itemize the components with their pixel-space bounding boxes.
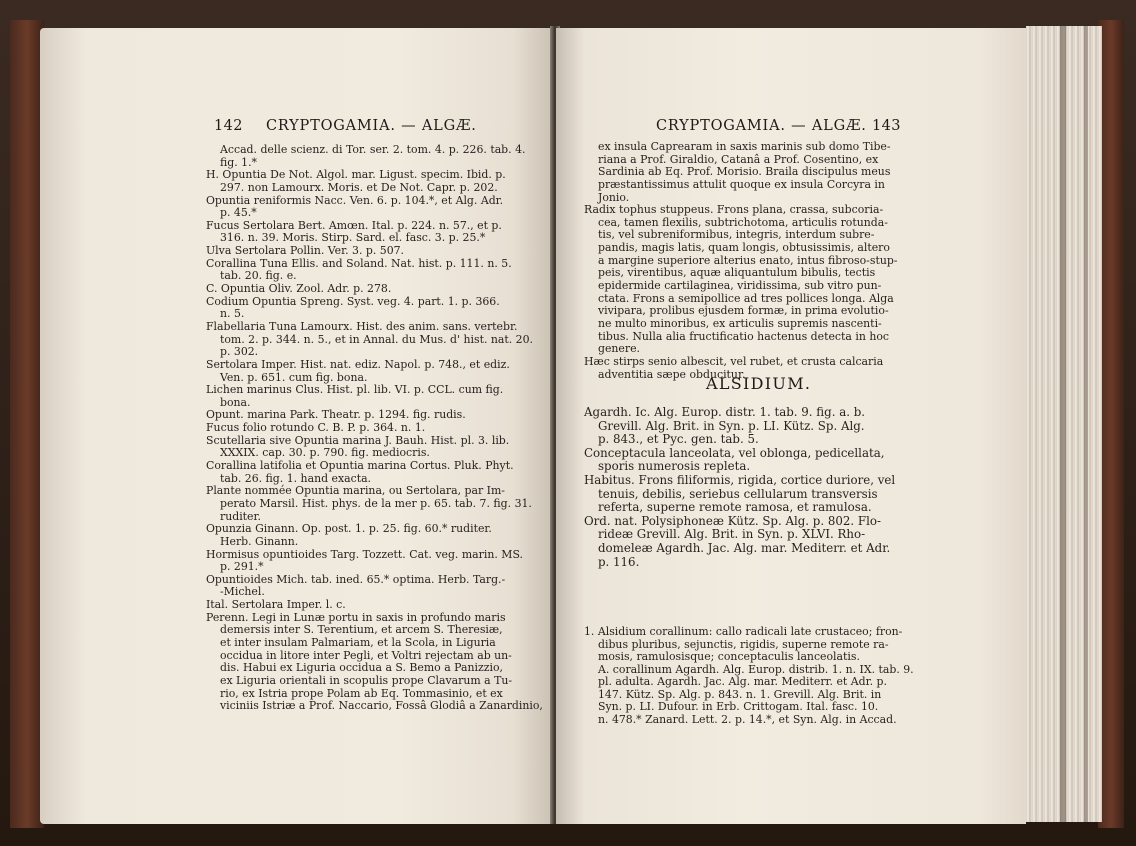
page-number: 142 (214, 118, 243, 134)
text-line: Codium Opuntia Spreng. Syst. veg. 4. part. 1. p. 366. (206, 294, 500, 308)
right-page-text-top (584, 141, 898, 381)
text-line: Ven. p. 651. cum fig. bona. (220, 370, 368, 384)
text-line: Habitus. Frons filiformis, rigida, cortice duriore, vel (584, 472, 896, 487)
text-line: Ord. nat. Polysiphoneæ Kütz. Sp. Alg. p. 802. Flo- (584, 513, 881, 528)
text-line: referta, superne remote ramosa, et ramulosa. (598, 500, 872, 515)
text-line: peis, virentibus, aquæ aliquantulum bibulis, tectis (598, 266, 876, 280)
text-line: Sardinia ab Eq. Prof. Morisio. Braila discipulus meus (598, 165, 891, 179)
text-line: tenuis, debilis, seriebus cellularum transversis (598, 486, 878, 501)
text-line: cea, tamen flexilis, subtrichotoma, articulis rotunda- (598, 215, 888, 229)
text-line: Grevill. Alg. Brit. in Syn. p. LI. Kütz. Sp. Alg. (598, 418, 865, 433)
text-line: occidua in litore inter Pegli, et Voltri rejectam ab un- (220, 648, 512, 662)
text-line: Opunzia Ginann. Op. post. 1. p. 25. fig. 60.* ruditer. (206, 522, 492, 536)
section-title: ALSIDIUM. (706, 374, 812, 393)
page-number: 143 (872, 118, 901, 134)
text-line: Opuntioides Mich. tab. ined. 65.* optima. Herb. Targ.- (206, 572, 506, 586)
species-entry (584, 626, 914, 726)
text-line: pandis, magis latis, quam longis, obtusissimis, altero (598, 241, 890, 255)
text-line: rio, ex Istria prope Polam ab Eq. Tommasinio, et ex (220, 686, 503, 700)
text-line: Conceptacula lanceolata, vel oblonga, pedicellata, (584, 445, 885, 460)
text-line: ne multo minoribus, ex articulis supremis nascenti- (598, 316, 882, 330)
text-line: epidermide cartilaginea, viridissima, sub vitro pun- (598, 279, 882, 293)
right-page-header (556, 118, 1026, 140)
text-line: 316. n. 39. Moris. Stirp. Sard. el. fasc. 3. p. 25.* (220, 231, 486, 245)
text-line: Fucus folio rotundo C. B. P. p. 364. n. 1. (206, 421, 426, 435)
text-line: p. 843., et Pyc. gen. tab. 5. (598, 432, 759, 447)
text-line: n. 478.* Zanard. Lett. 2. p. 14.*, et Syn. Alg. in Accad. (598, 712, 897, 726)
text-line: n. 5. (220, 307, 245, 321)
text-line: 147. Kütz. Sp. Alg. p. 843. n. 1. Grevill. Alg. Brit. in (598, 687, 882, 701)
left-page-text (206, 144, 543, 713)
text-line: tis, vel subreniformibus, integris, interdum subre- (598, 228, 875, 242)
text-line: Sertolara Imper. Hist. nat. ediz. Napol. p. 748., et ediz. (206, 357, 510, 371)
text-line: -Michel. (220, 585, 265, 599)
text-line: Perenn. Legi in Lunæ portu in saxis in profundo maris (206, 610, 506, 624)
text-line: tom. 2. p. 344. n. 5., et in Annal. du Mus. d' hist. nat. 20. (220, 332, 533, 346)
text-line: Fucus Sertolara Bert. Amœn. Ital. p. 224. n. 57., et p. (206, 218, 502, 232)
text-line: et inter insulam Palmariam, et la Scola, in Liguria (220, 635, 496, 649)
text-line: fig. 1.* (220, 155, 257, 169)
text-line: Opunt. marina Park. Theatr. p. 1294. fig. rudis. (206, 408, 466, 422)
text-line: a margine superiore alterius enato, intus fibroso-stup- (598, 253, 898, 267)
text-line: A. corallinum Agardh. Alg. Europ. distrib. 1. n. IX. tab. 9. (598, 662, 914, 676)
text-line: p. 45.* (220, 206, 257, 220)
text-line: tab. 26. fig. 1. hand exacta. (220, 471, 372, 485)
text-line: C. Opuntia Oliv. Zool. Adr. p. 278. (206, 282, 392, 296)
text-line: H. Opuntia De Not. Algol. mar. Ligust. specim. Ibid. p. (206, 168, 506, 182)
text-line: 1. Alsidium corallinum: callo radicali late crustaceo; fron- (584, 625, 903, 638)
text-line: Herb. Ginann. (220, 534, 299, 548)
text-line: Jonio. (598, 190, 630, 204)
text-line: dibus pluribus, sejunctis, rigidis, superne remote ra- (598, 637, 889, 651)
text-line: p. 116. (598, 554, 640, 569)
text-line: Ital. Sertolara Imper. l. c. (206, 598, 346, 612)
text-line: Corallina Tuna Ellis. and Soland. Nat. hist. p. 111. n. 5. (206, 256, 512, 270)
text-line: viciniis Istriæ a Prof. Naccario, Fossâ Glodiâ a Zanardinio, (220, 699, 543, 713)
text-line: Accad. delle scienz. di Tor. ser. 2. tom. 4. p. 226. tab. 4. (220, 143, 526, 156)
text-line: perato Marsil. Hist. phys. de la mer p. 65. tab. 7. fig. 31. (220, 496, 532, 510)
text-line: riana a Prof. Giraldio, Catanâ a Prof. Cosentino, ex (598, 152, 879, 166)
text-line: Syn. p. LI. Dufour. in Erb. Crittogam. Ital. fasc. 10. (598, 700, 879, 713)
text-line: pl. adulta. Agardh. Jac. Alg. mar. Mediterr. et Adr. p. (598, 675, 887, 688)
text-line: demersis inter S. Terentium, et arcem S. Theresiæ, (220, 623, 503, 637)
text-line: bona. (220, 395, 251, 409)
running-title: CRYPTOGAMIA. — ALGÆ. (656, 118, 867, 134)
genus-description (584, 406, 895, 569)
right-page (556, 28, 1026, 824)
text-line: p. 302. (220, 345, 259, 359)
left-page-header (40, 118, 554, 140)
text-line: ctata. Frons a semipollice ad tres pollices longa. Alga (598, 291, 894, 305)
text-line: tibus. Nulla alia fructificatio hactenus detecta in hoc (598, 329, 889, 343)
text-line: tab. 20. fig. e. (220, 269, 297, 283)
text-line: Corallina latifolia et Opuntia marina Cortus. Pluk. Phyt. (206, 459, 514, 473)
text-line: sporis numerosis repleta. (598, 459, 751, 474)
left-page (40, 28, 554, 824)
text-line: Scutellaria sive Opuntia marina J. Bauh. Hist. pl. 3. lib. (206, 433, 510, 447)
text-line: Radix tophus stuppeus. Frons plana, crassa, subcoria- (584, 203, 884, 217)
text-line: domeleæ Agardh. Jac. Alg. mar. Mediterr. et Adr. (598, 540, 891, 555)
page-stack-shade (1060, 26, 1066, 822)
text-line: XXXIX. cap. 30. p. 790. fig. mediocris. (220, 446, 430, 460)
text-line: mosis, ramulosisque; conceptaculis lanceolatis. (598, 650, 860, 663)
book-cover-left-edge (10, 20, 44, 828)
text-line: vivipara, prolibus ejusdem formæ, in prima evolutio- (598, 304, 889, 318)
text-line: Agardh. Ic. Alg. Europ. distr. 1. tab. 9. fig. a. b. (584, 405, 866, 419)
text-line: p. 291.* (220, 560, 264, 574)
text-line: Opuntia reniformis Nacc. Ven. 6. p. 104.*, et Alg. Adr. (206, 193, 504, 207)
text-line: Hæc stirps senio albescit, vel rubet, et crusta calcaria (584, 354, 884, 368)
text-line: genere. (598, 342, 640, 356)
text-line: præstantissimus attulit quoque ex insula Corcyra in (598, 177, 885, 191)
text-line: 297. non Lamourx. Moris. et De Not. Capr. p. 202. (220, 180, 498, 194)
text-line: adventitia sæpe obducitur. (598, 367, 746, 381)
text-line: Flabellaria Tuna Lamourx. Hist. des anim. sans. vertebr. (206, 319, 518, 333)
text-line: Plante nommée Opuntia marina, ou Sertolara, par Im- (206, 484, 505, 498)
running-title: CRYPTOGAMIA. — ALGÆ. (266, 118, 477, 134)
text-line: Ulva Sertolara Pollin. Ver. 3. p. 507. (206, 244, 405, 258)
text-line: ex Liguria orientali in scopulis prope Clavarum a Tu- (220, 673, 513, 687)
text-line: Hormisus opuntioides Targ. Tozzett. Cat. veg. marin. MS. (206, 547, 523, 561)
text-line: ruditer. (220, 509, 261, 523)
page-stack-shade (1084, 26, 1088, 822)
text-line: Lichen marinus Clus. Hist. pl. lib. VI. p. CCL. cum fig. (206, 383, 504, 397)
text-line: ex insula Caprearam in saxis marinis sub domo Tibe- (598, 140, 891, 153)
text-line: dis. Habui ex Liguria occidua a S. Bemo a Panizzio, (220, 661, 503, 675)
text-line: rideæ Grevill. Alg. Brit. in Syn. p. XLVI. Rho- (598, 527, 866, 542)
